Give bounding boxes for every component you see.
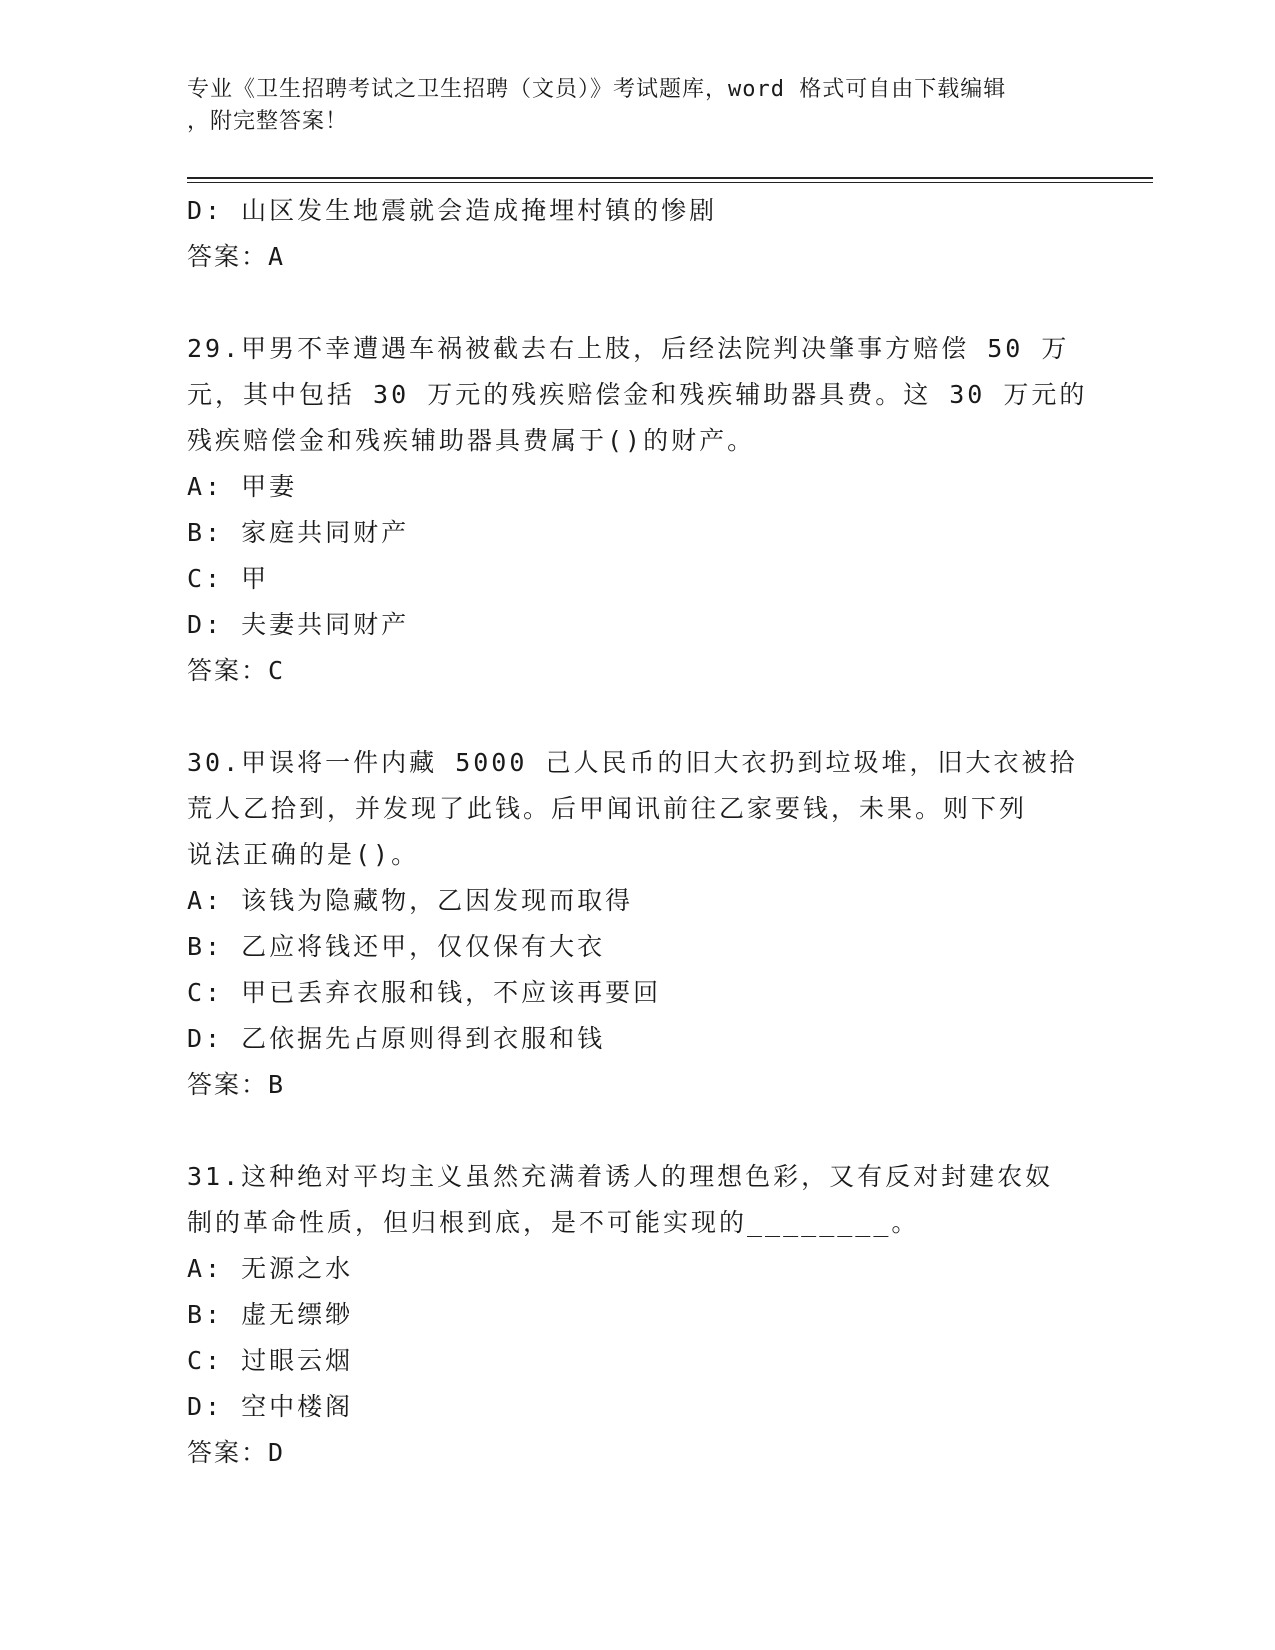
prev-answer (187, 234, 1087, 280)
question-text-line: 29.甲男不幸遭遇车祸被截去右上肢，后经法院判决肇事方赔偿 50 万 (187, 334, 1070, 363)
question-text-line: 制的革命性质，但归根到底，是不可能实现的________。 (187, 1208, 920, 1237)
answer-value: C (268, 656, 287, 685)
document-header (187, 74, 1087, 138)
spacer (187, 694, 1087, 740)
option-c: C: 过眼云烟 (187, 1346, 354, 1375)
option-d: D: 空中楼阁 (187, 1392, 354, 1421)
spacer (187, 280, 1087, 326)
question-text-line: 30.甲误将一件内藏 5000 己人民币的旧大衣扔到垃圾堆，旧大衣被拾 (187, 748, 1078, 777)
header-line-2: ，附完整答案！ (187, 109, 349, 134)
question-text-line: 残疾赔偿金和残疾辅助器具费属于()的财产。 (187, 426, 756, 455)
question-text-line: 说法正确的是()。 (187, 840, 420, 869)
header-divider-thick (187, 177, 1153, 179)
question-list (187, 188, 1087, 1476)
question-30 (187, 740, 1087, 1108)
answer (187, 648, 1087, 694)
answer-value: B (268, 1070, 287, 1099)
answer-label: 答案： (187, 656, 269, 685)
question-text-line: 31.这种绝对平均主义虽然充满着诱人的理想色彩，又有反对封建农奴 (187, 1162, 1054, 1191)
option-b: B: 乙应将钱还甲，仅仅保有大衣 (187, 932, 606, 961)
option-a: A: 无源之水 (187, 1254, 354, 1283)
question-29 (187, 326, 1087, 694)
option-d: D: 乙依据先占原则得到衣服和钱 (187, 1024, 606, 1053)
option-d: D: 夫妻共同财产 (187, 610, 410, 639)
prev-option-d: D: 山区发生地震就会造成掩埋村镇的惨剧 (187, 196, 718, 225)
option-a: A: 甲妻 (187, 472, 298, 501)
question-31 (187, 1154, 1087, 1476)
option-b: B: 家庭共同财产 (187, 518, 410, 547)
option-c: C: 甲已丢弃衣服和钱，不应该再要回 (187, 978, 662, 1007)
answer (187, 1430, 1087, 1476)
answer-label: 答案： (187, 242, 269, 271)
answer-value: A (268, 242, 287, 271)
option-c: C: 甲 (187, 564, 270, 593)
answer-label: 答案： (187, 1438, 269, 1467)
question-text-line: 荒人乙拾到，并发现了此钱。后甲闻讯前往乙家要钱，未果。则下列 (187, 794, 1028, 823)
header-line-1: 专业《卫生招聘考试之卫生招聘（文员）》考试题库，word 格式可自由下载编辑 (187, 77, 1007, 102)
option-a: A: 该钱为隐藏物，乙因发现而取得 (187, 886, 634, 915)
answer-label: 答案： (187, 1070, 269, 1099)
answer-value: D (268, 1438, 287, 1467)
option-b: B: 虚无缥缈 (187, 1300, 354, 1329)
question-text-line: 元，其中包括 30 万元的残疾赔偿金和残疾辅助器具费。这 30 万元的 (187, 380, 1088, 409)
answer (187, 1062, 1087, 1108)
header-divider-thin (187, 182, 1153, 183)
spacer (187, 1108, 1087, 1154)
